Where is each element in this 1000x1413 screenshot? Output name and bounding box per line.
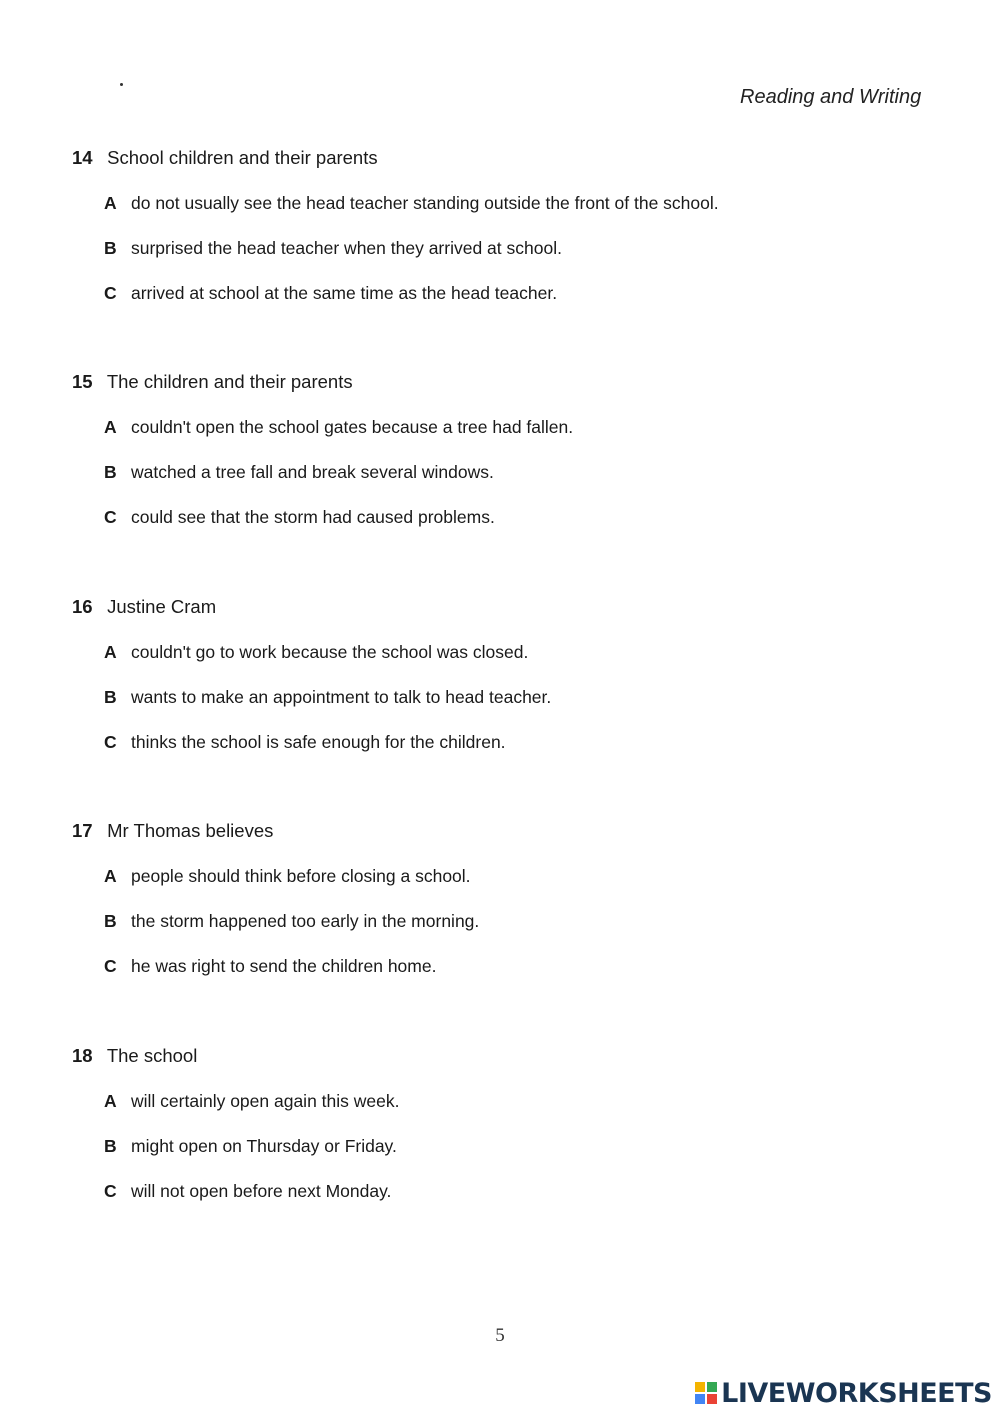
question-18 xyxy=(72,1043,932,1204)
option-b[interactable] xyxy=(104,459,932,485)
option-letter: A xyxy=(104,193,117,213)
option-text: wants to make an appointment to talk to head teacher. xyxy=(131,687,552,707)
page-number: 5 xyxy=(495,1325,505,1346)
option-text: the storm happened too early in the morning. xyxy=(131,911,480,931)
option-letter: B xyxy=(104,238,117,258)
option-b[interactable] xyxy=(104,1133,932,1159)
option-a[interactable] xyxy=(104,863,932,889)
option-letter: C xyxy=(104,507,117,527)
option-a[interactable] xyxy=(104,639,932,665)
logo-block xyxy=(707,1394,717,1404)
section-title: Reading and Writing xyxy=(740,86,922,108)
question-15 xyxy=(72,369,932,530)
option-a[interactable] xyxy=(104,1088,932,1114)
question-stem: The school xyxy=(106,1045,198,1066)
option-letter: C xyxy=(104,1181,117,1201)
option-text: he was right to send the children home. xyxy=(131,956,437,976)
option-letter: B xyxy=(104,462,117,482)
option-letter: C xyxy=(104,956,117,976)
option-text: watched a tree fall and break several windows. xyxy=(131,462,494,482)
option-letter: C xyxy=(104,283,117,303)
option-letter: B xyxy=(104,687,117,707)
scan-dot xyxy=(120,83,123,86)
logo-text: LIVEWORKSHEETS xyxy=(721,1377,992,1409)
option-letter: B xyxy=(104,911,117,931)
option-b[interactable] xyxy=(104,235,932,261)
option-c[interactable] xyxy=(104,953,932,979)
logo-blocks-icon xyxy=(695,1382,717,1404)
option-letter: B xyxy=(104,1136,117,1156)
option-text: could see that the storm had caused problems. xyxy=(131,507,495,527)
logo-block xyxy=(707,1382,717,1392)
question-number: 16 xyxy=(72,596,93,617)
question-stem: Justine Cram xyxy=(107,596,217,617)
logo-block xyxy=(695,1394,705,1404)
option-letter: A xyxy=(104,1091,117,1111)
liveworksheets-logo[interactable] xyxy=(695,1378,992,1408)
option-text: couldn't go to work because the school was closed. xyxy=(131,642,529,662)
option-text: surprised the head teacher when they arrived at school. xyxy=(131,238,562,258)
question-number: 14 xyxy=(72,147,93,168)
option-letter: A xyxy=(104,417,117,437)
option-c[interactable] xyxy=(104,280,932,306)
question-16 xyxy=(72,594,932,755)
option-b[interactable] xyxy=(104,908,932,934)
option-b[interactable] xyxy=(104,684,932,710)
question-stem: School children and their parents xyxy=(107,147,378,168)
question-stem: Mr Thomas believes xyxy=(107,820,274,841)
option-c[interactable] xyxy=(104,1178,932,1204)
option-text: might open on Thursday or Friday. xyxy=(131,1136,397,1156)
option-text: will not open before next Monday. xyxy=(131,1181,392,1201)
option-text: thinks the school is safe enough for the children. xyxy=(131,732,506,752)
option-letter: A xyxy=(104,642,117,662)
option-letter: C xyxy=(104,732,117,752)
option-text: couldn't open the school gates because a tree had fallen. xyxy=(131,417,574,437)
option-letter: A xyxy=(104,866,117,886)
logo-block xyxy=(695,1382,705,1392)
option-text: do not usually see the head teacher standing outside the front of the school. xyxy=(131,193,719,213)
question-17 xyxy=(72,818,932,979)
option-text: arrived at school at the same time as the head teacher. xyxy=(131,283,558,303)
option-c[interactable] xyxy=(104,729,932,755)
option-c[interactable] xyxy=(104,504,932,530)
option-a[interactable] xyxy=(104,414,932,440)
option-text: will certainly open again this week. xyxy=(131,1091,400,1111)
question-number: 15 xyxy=(72,371,93,392)
question-14 xyxy=(72,145,932,306)
question-number: 18 xyxy=(72,1045,93,1066)
question-number: 17 xyxy=(72,820,93,841)
question-stem: The children and their parents xyxy=(106,371,353,392)
option-text: people should think before closing a school. xyxy=(131,866,471,886)
option-a[interactable] xyxy=(104,190,932,216)
